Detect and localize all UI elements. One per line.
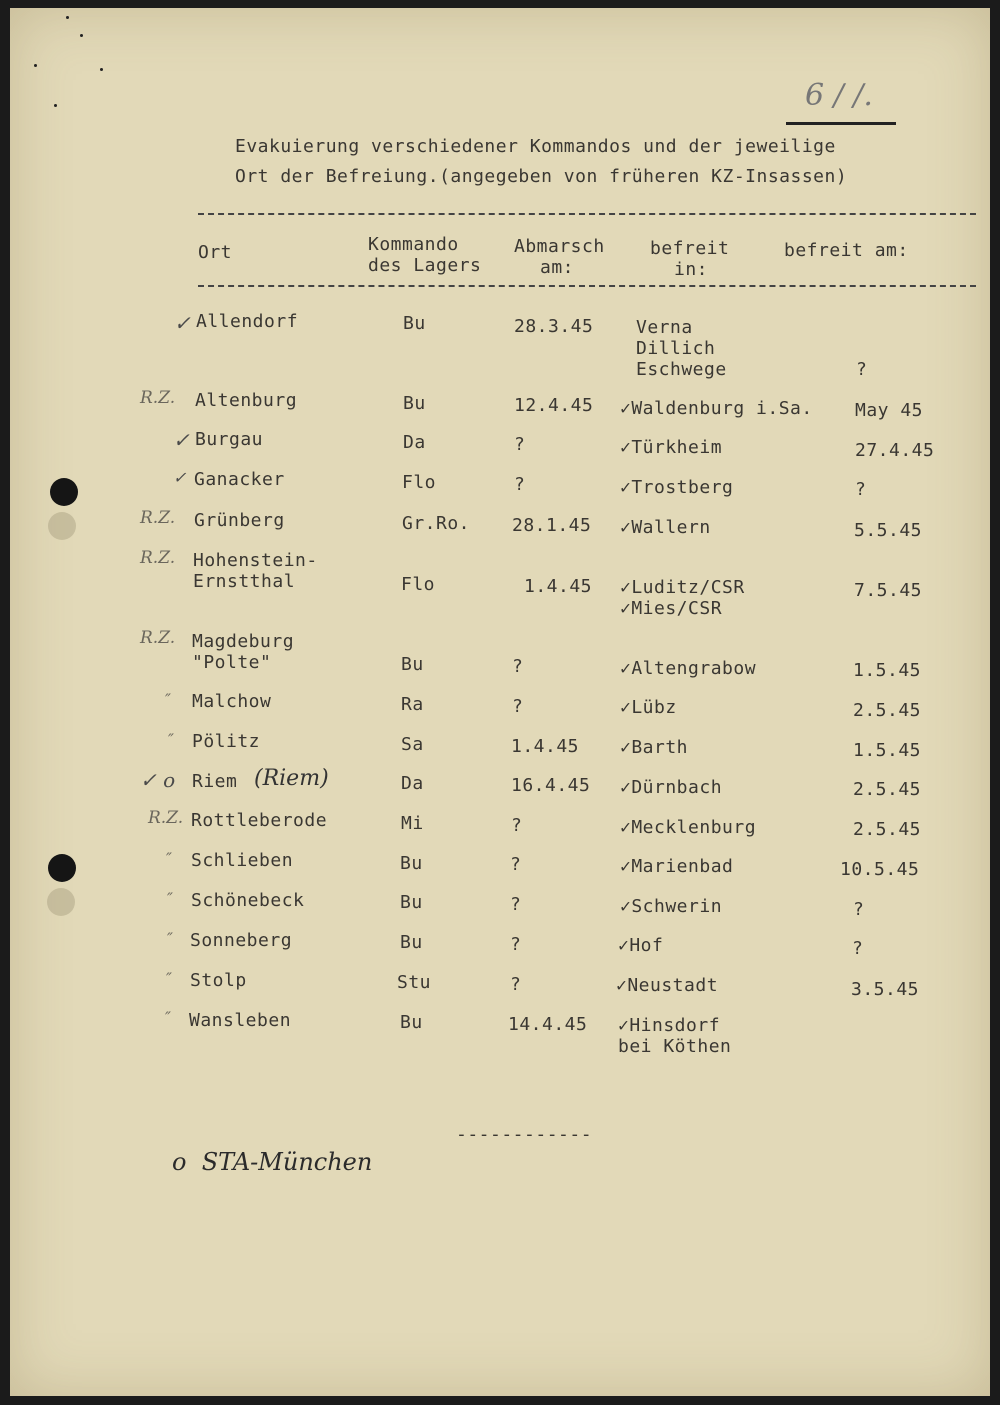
cell-befreit-am: 1.5.45: [853, 660, 922, 681]
cell-abmarsch: 12.4.45: [514, 395, 594, 416]
cell-ort-note: (Riem): [254, 766, 329, 791]
cell-befreit-in: ✓Mecklenburg: [620, 817, 757, 838]
cell-kommando: Bu: [400, 853, 423, 874]
cell-befreit-am: 3.5.45: [851, 979, 920, 1000]
cell-befreit-in: ✓Türkheim: [620, 437, 723, 458]
document-page: [10, 8, 990, 1396]
header-bottom-rule: [198, 285, 976, 287]
ref-underline: [786, 122, 896, 125]
closing-rule: ------------: [456, 1124, 593, 1145]
row-mark: ″: [167, 929, 173, 948]
cell-ort: Schönebeck: [191, 890, 305, 911]
cell-befreit-am: ?: [855, 479, 867, 500]
archive-ref-mark: 6 / /.: [805, 78, 873, 113]
cell-befreit-am: 10.5.45: [840, 859, 920, 880]
cell-kommando: Gr.Ro.: [402, 513, 471, 534]
cell-befreit-in: ✓Neustadt: [616, 975, 719, 996]
row-mark: ✓: [174, 311, 191, 335]
punch-hole: [48, 854, 76, 882]
speck: [80, 34, 83, 37]
cell-kommando: Bu: [403, 313, 426, 334]
title-line-2: Ort der Befreiung.(angegeben von früheren KZ-Insassen): [235, 166, 848, 187]
row-mark: ″: [167, 889, 173, 908]
cell-ort: Riem: [192, 771, 238, 792]
cell-befreit-am: ?: [852, 938, 864, 959]
cell-befreit-in: ✓Barth: [620, 737, 689, 758]
cell-abmarsch: 28.1.45: [512, 515, 592, 536]
cell-abmarsch: ?: [510, 854, 522, 875]
row-mark: ✓ o: [140, 768, 176, 792]
header-kommando-1: Kommando: [368, 234, 459, 255]
cell-kommando: Ra: [401, 694, 424, 715]
speck: [66, 16, 69, 19]
row-mark: R.Z.: [140, 548, 176, 568]
row-mark: R.Z.: [140, 388, 176, 408]
cell-abmarsch: ?: [512, 696, 524, 717]
cell-ort: Altenburg: [195, 390, 298, 411]
cell-abmarsch: ?: [510, 894, 522, 915]
punch-hole-shadow: [48, 512, 76, 540]
cell-abmarsch: 28.3.45: [514, 316, 594, 337]
cell-kommando: Bu: [400, 1012, 423, 1033]
cell-abmarsch: 14.4.45: [508, 1014, 588, 1035]
cell-kommando: Da: [401, 773, 424, 794]
cell-befreit-am: ?: [853, 899, 865, 920]
cell-abmarsch: ?: [512, 656, 524, 677]
cell-kommando: Mi: [401, 813, 424, 834]
cell-abmarsch: 16.4.45: [511, 775, 591, 796]
cell-befreit-in: ✓Marienbad: [620, 856, 734, 877]
cell-befreit-am: 5.5.45: [854, 520, 923, 541]
cell-befreit-am: ?: [856, 359, 868, 380]
cell-befreit-in: ✓Trostberg: [620, 477, 734, 498]
cell-befreit-in: Verna Dillich Eschwege: [636, 317, 727, 380]
punch-hole-shadow: [47, 888, 75, 916]
cell-befreit-in: ✓Waldenburg i.Sa.: [620, 398, 813, 419]
cell-befreit-am: 1.5.45: [853, 740, 922, 761]
title-line-1: Evakuierung verschiedener Kommandos und der jeweilige: [235, 136, 836, 157]
cell-abmarsch: ?: [511, 815, 523, 836]
punch-hole: [50, 478, 78, 506]
cell-abmarsch: 1.4.45: [524, 576, 593, 597]
cell-abmarsch: ?: [510, 974, 522, 995]
cell-ort: Rottleberode: [191, 810, 328, 831]
speck: [34, 64, 37, 67]
header-abmarsch-1: Abmarsch: [514, 236, 605, 257]
cell-befreit-in: ✓Altengrabow: [620, 658, 757, 679]
cell-ort: Schlieben: [191, 850, 294, 871]
cell-befreit-in: ✓Luditz/CSR ✓Mies/CSR: [620, 577, 745, 619]
cell-ort: Burgau: [195, 429, 264, 450]
cell-abmarsch: 1.4.45: [511, 736, 580, 757]
cell-kommando: Stu: [397, 972, 432, 993]
cell-ort: Magdeburg "Polte": [192, 631, 295, 673]
cell-befreit-in: ✓Wallern: [620, 517, 711, 538]
header-kommando-2: des Lagers: [368, 255, 482, 276]
speck: [54, 104, 57, 107]
cell-ort: Hohenstein- Ernstthal: [193, 550, 318, 592]
cell-befreit-am: 2.5.45: [853, 779, 922, 800]
cell-befreit-am: 2.5.45: [853, 819, 922, 840]
row-mark: R.Z.: [140, 628, 176, 648]
row-mark: ✓: [173, 468, 187, 487]
cell-ort: Grünberg: [194, 510, 285, 531]
row-mark: ″: [165, 1008, 171, 1027]
cell-kommando: Flo: [402, 472, 437, 493]
header-top-rule: [198, 213, 976, 215]
cell-ort: Allendorf: [196, 311, 299, 332]
cell-ort: Malchow: [192, 691, 272, 712]
row-mark: R.Z.: [140, 508, 176, 528]
header-befreit-in-1: befreit: [650, 238, 730, 259]
cell-befreit-am: 27.4.45: [855, 440, 935, 461]
speck: [100, 68, 103, 71]
cell-befreit-in: ✓Dürnbach: [620, 777, 723, 798]
header-befreit-am: befreit am:: [784, 240, 909, 261]
cell-kommando: Bu: [400, 892, 423, 913]
cell-kommando: Bu: [400, 932, 423, 953]
cell-kommando: Bu: [401, 654, 424, 675]
row-mark: ✓: [173, 428, 190, 452]
cell-kommando: Flo: [401, 574, 436, 595]
cell-befreit-in: ✓Hof: [618, 935, 664, 956]
cell-abmarsch: ?: [514, 474, 526, 495]
row-mark: ″: [166, 969, 172, 988]
cell-befreit-in: ✓Hinsdorf bei Köthen: [618, 1015, 732, 1057]
handwritten-footnote: o STA-München: [172, 1148, 373, 1176]
row-mark: ″: [165, 690, 171, 709]
cell-abmarsch: ?: [510, 934, 522, 955]
cell-ort: Stolp: [190, 970, 247, 991]
cell-befreit-am: 2.5.45: [853, 700, 922, 721]
cell-ort: Ganacker: [194, 469, 285, 490]
header-abmarsch-2: am:: [540, 257, 575, 278]
cell-abmarsch: ?: [514, 434, 526, 455]
cell-kommando: Sa: [401, 734, 424, 755]
row-mark: R.Z.: [148, 808, 184, 828]
cell-befreit-in: ✓Schwerin: [620, 896, 723, 917]
row-mark: ″: [168, 730, 174, 749]
cell-kommando: Bu: [403, 393, 426, 414]
row-mark: ″: [166, 849, 172, 868]
cell-ort: Sonneberg: [190, 930, 293, 951]
cell-ort: Pölitz: [192, 731, 261, 752]
header-ort: Ort: [198, 242, 233, 263]
cell-befreit-am: 7.5.45: [854, 580, 923, 601]
header-befreit-in-2: in:: [674, 259, 709, 280]
cell-befreit-am: May 45: [855, 400, 924, 421]
cell-ort: Wansleben: [189, 1010, 292, 1031]
cell-kommando: Da: [403, 432, 426, 453]
cell-befreit-in: ✓Lübz: [620, 697, 677, 718]
